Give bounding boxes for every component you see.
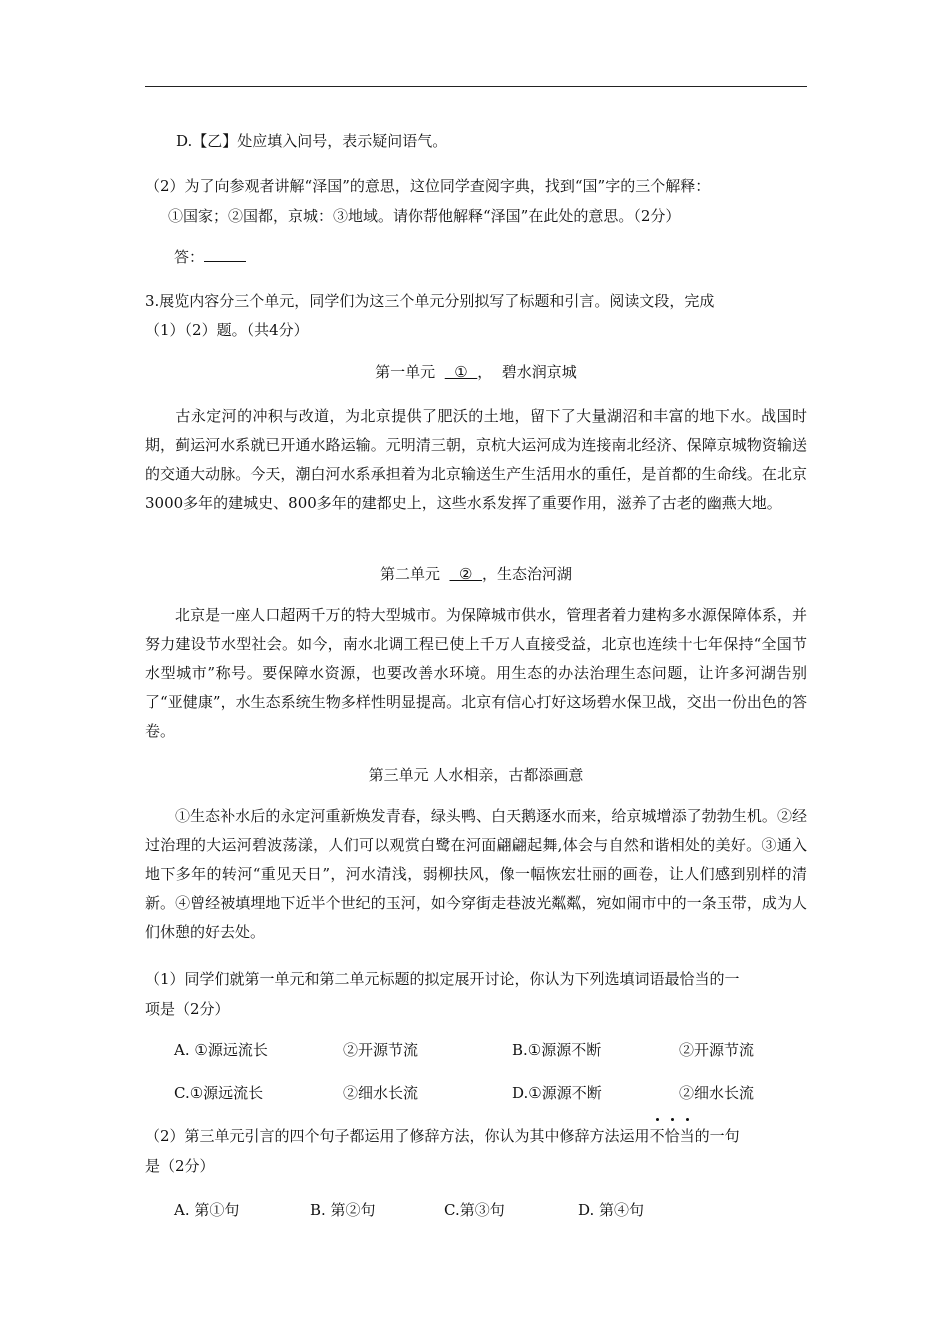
- question-2-line1: （2）为了向参观者讲解“泽国”的意思，这位同学查阅字典，找到“国”字的三个解释：: [145, 177, 711, 195]
- answer-blank[interactable]: [204, 247, 246, 262]
- unit-3-title: 第三单元 人水相亲，古都添画意: [368, 766, 584, 784]
- option-b[interactable]: B. 第②句: [310, 1201, 376, 1219]
- option-d-1[interactable]: D.①源源不断: [512, 1084, 602, 1102]
- unit-2-title: 第二单元 ② ，生态治河湖: [379, 565, 573, 583]
- option-c-2: ②细水长流: [343, 1084, 419, 1102]
- question-3-line2: （1）（2）题。（共4分）: [145, 321, 309, 339]
- option-a-2: ②开源节流: [343, 1041, 419, 1059]
- option-b-1[interactable]: B.①源源不断: [512, 1041, 602, 1059]
- unit-1-title: 第一单元 ① ， 碧水润京城: [375, 363, 577, 381]
- option-d-text: D.【乙】处应填入问号，表示疑问语气。: [176, 132, 448, 150]
- sub-question-2-line2: 是（2分）: [145, 1157, 215, 1175]
- unit-3-paragraph: ①生态补水后的永定河重新焕发青春，绿头鸭、白天鹅逐水而来，给京城增添了勃勃生机。②经过治理的大运河碧波荡漾，人们可以观赏白鹭在河面翩翩起舞,体会与自然和谐相处的美好。③通入地下多年的转河“重见天日”，河水清浅，弱柳扶风，像一幅恢宏壮丽的画卷，让人们感到别样的清新。④曾经被填埋地下近半个世纪的玉河，如今穿街走巷波光粼粼，宛如闹市中的一条玉带，成为人们休憩的好去处。: [145, 807, 807, 941]
- option-c[interactable]: C.第③句: [444, 1201, 505, 1219]
- option-c-1[interactable]: C.①源远流长: [174, 1084, 264, 1102]
- unit-2-blank: ②: [449, 565, 483, 583]
- option-d[interactable]: D. 第④句: [578, 1201, 645, 1219]
- sub-question-2-line1: （2）第三单元引言的四个句子都运用了修辞方法，你认为其中修辞方法运用 不 恰 当的一句: [145, 1125, 740, 1146]
- question-2-line2: ①国家；②国都，京城：③地域。请你帮他解释“泽国”在此处的意思。（2分）: [168, 207, 681, 225]
- option-b-2: ②开源节流: [679, 1041, 755, 1059]
- option-a-1[interactable]: A. ①源远流长: [174, 1041, 268, 1059]
- sub-question-1-line2: 项是（2分）: [145, 1000, 230, 1018]
- unit-1-blank: ①: [444, 363, 478, 381]
- emphasis-char: 当: [680, 1127, 695, 1145]
- answer-line: [174, 246, 246, 267]
- emphasis-char: 不: [650, 1127, 665, 1145]
- sub-question-1-line1: （1）同学们就第一单元和第二单元标题的拟定展开讨论，你认为下列选填词语最恰当的一: [145, 970, 740, 988]
- option-a[interactable]: A. 第①句: [174, 1201, 240, 1219]
- unit-1-paragraph: 古永定河的冲积与改道，为北京提供了肥沃的土地，留下了大量湖沼和丰富的地下水。战国时期，蓟运河水系就已开通水路运输。元明清三朝，京杭大运河成为连接南北经济、保障京城物资输送的交通大动脉。今天，潮白河水系承担着为北京输送生产生活用水的重任，是首都的生命线。在北京3000多年的建城史、800多年的建都史上，这些水系发挥了重要作用，滋养了古老的幽燕大地。: [145, 407, 807, 512]
- unit-2-paragraph: 北京是一座人口超两千万的特大型城市。为保障城市供水，管理者着力建构多水源保障体系，并努力建设节水型社会。如今，南水北调工程已使上千万人直接受益，北京也连续十七年保持“全国节水型城市”称号。要保障水资源，也要改善水环境。用生态的办法治理生态问题，让许多河湖告别了“亚健康”，水生态系统生物多样性明显提高。北京有信心打好这场碧水保卫战，交出一份出色的答卷。: [145, 606, 807, 740]
- question-3-line1: 3.展览内容分三个单元，同学们为这三个单元分别拟写了标题和引言。阅读文段，完成: [145, 292, 715, 310]
- header-rule: [145, 86, 807, 87]
- answer-label: 答：: [174, 248, 205, 266]
- emphasis-char: 恰: [665, 1127, 680, 1145]
- option-d-2: ②细水长流: [679, 1084, 755, 1102]
